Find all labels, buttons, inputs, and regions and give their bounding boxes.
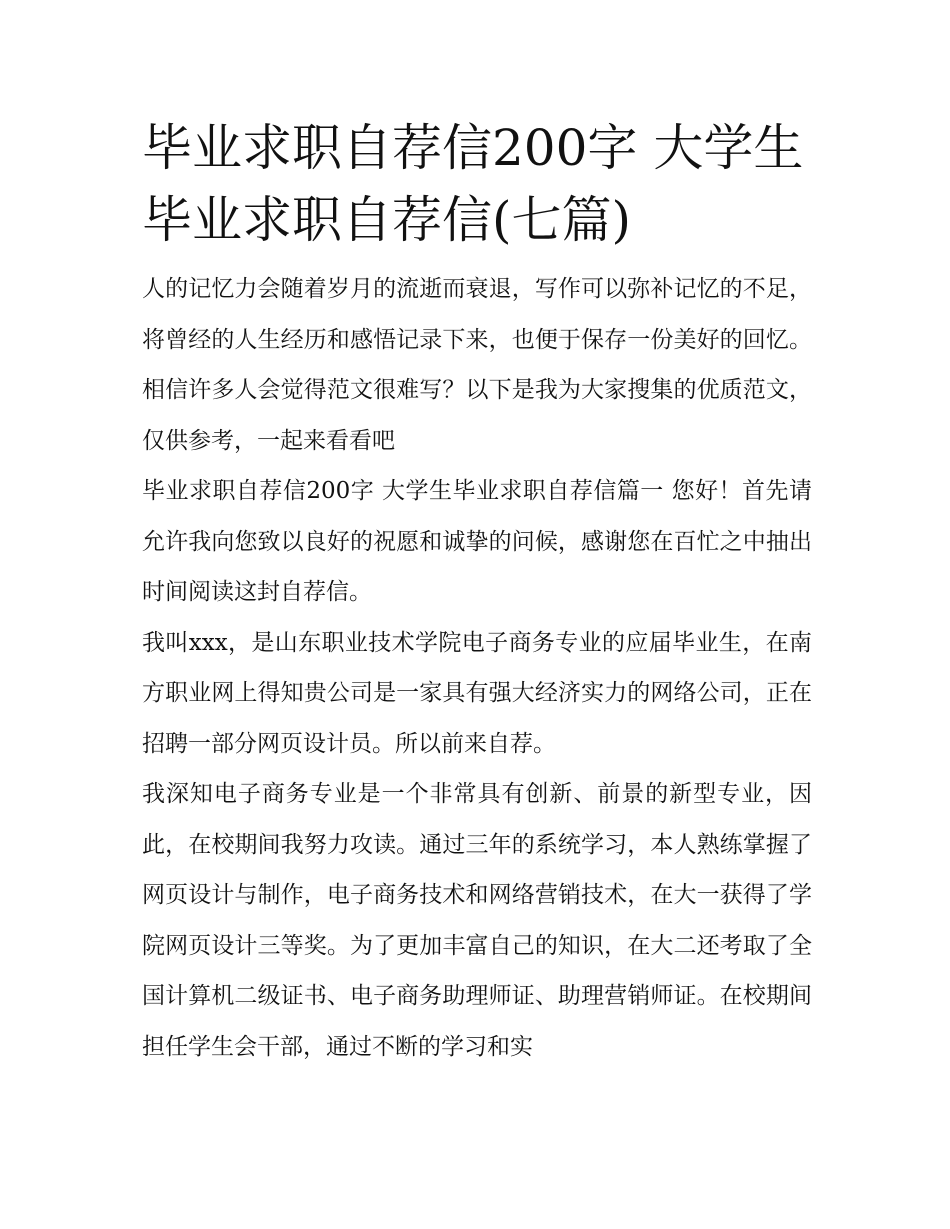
- intro-paragraph: 人的记忆力会随着岁月的流逝而衰退，写作可以弥补记忆的不足，将曾经的人生经历和感悟记录下来，也便于保存一份美好的回忆。相信许多人会觉得范文很难写？以下是我为大家搜集的优质范文，仅供参考，一起来看看吧: [142, 276, 812, 454]
- letter-opening-paragraph: 毕业求职自荐信200字 大学生毕业求职自荐信篇一 您好！首先请允许我向您致以良好的祝愿和诚挚的问候，感谢您在百忙之中抽出时间阅读这封自荐信。: [142, 478, 812, 605]
- document-title: 毕业求职自荐信200字 大学生毕业求职自荐信(七篇): [142, 119, 804, 249]
- self-introduction-paragraph: 我叫xxx，是山东职业技术学院电子商务专业的应届毕业生，在南方职业网上得知贵公司是一家具有强大经济实力的网络公司，正在招聘一部分网页设计员。所以前来自荐。: [142, 629, 812, 757]
- document-body: [142, 112, 812, 1072]
- study-experience-paragraph: 我深知电子商务专业是一个非常具有创新、前景的新型专业，因此，在校期间我努力攻读。通过三年的系统学习，本人熟练掌握了网页设计与制作，电子商务技术和网络营销技术，在大一获得了学院网页设计三等奖。为了更加丰富自己的知识，在大二还考取了全国计算机二级证书、电子商务助理师证、助理营销师证。在校期间担任学生会干部，通过不断的学习和实: [142, 781, 812, 1060]
